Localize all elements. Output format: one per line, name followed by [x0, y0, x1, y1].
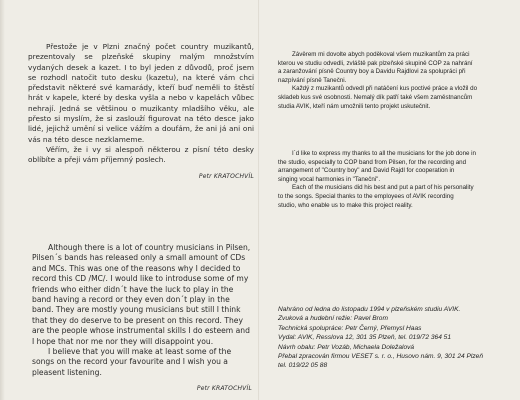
credit-line: tel. 019/22 05 88 — [278, 362, 328, 370]
czech-thanks-line: studia AVIK, kteří nám umožnili tento projekt uskutečnit. — [278, 102, 431, 110]
credit-line: Přebal zpracován firmou VESET s. r. o., Husovo nám. 9, 301 24 Plzeň — [278, 353, 483, 361]
czech-signature: Petr KRATOCHVÍL — [198, 172, 254, 180]
english-thanks-line: the studio, especially to COP band from Pilsen, for the recording and — [278, 158, 467, 166]
czech-paragraph: Přestože je v Plzni značný počet country muzikantů, prezentovaly se plzeňské skupiny malým množstvím vydaných desek a kazet. I to byl jeden z důvodů, proč jsem se rozhodl natočit tuto desku (kazetu), na které vám chci představit některé své kamarády, kteří buď neměli to štěstí hrát v kapele, které by deska vyšla a nebo v kapelách vůbec nehrají. Jedná se většinou o muzikanty mladšího věku, ale přesto si myslím, že si zaslouží figurovat na této desce jako lidé, jejichž umění si velice vážím a doufám, že ani já ani oni vás na této desce nezklameme. — [28, 42, 254, 144]
page-edge — [0, 0, 5, 400]
czech-thanks-line: Závěrem mi dovolte abych poděkoval všem muzikantům za práci — [292, 51, 470, 58]
production-credits — [278, 305, 520, 371]
czech-thanks-line: nazpívání písně Tanečni. — [278, 76, 347, 84]
czech-intro — [28, 42, 254, 182]
czech-thanks-line: skladeb kus své osobnosti. Nemalý dík patří také všem zaměstnancům — [278, 93, 473, 101]
czech-thanks-line: Každý z muzikantů odvedl při natáčení kus poctivé práce a vložil do — [292, 85, 478, 93]
english-thanks-line: I´d like to express my thanks to all the musicians for the job done in — [292, 150, 476, 157]
english-thanks-line: to the songs. Special thanks to the employees of AVIK recording — [278, 192, 454, 200]
english-paragraph: Although there is a lot of country musicians in Pilsen, Pilsen´s bands has released only a small amount of CDs and MCs. This was one of the reasons why I decided to record this CD /MC/. I would like to introduse some of my friends who either didn´t have the luck to play in the band having a record or they even don´t play in the band. They are mostly young musicians but still I think that they do deserve to be present on this record. They are the people whose instrumental skills I do esteem and I hope that nor me nor they will disappoint you. — [32, 243, 251, 346]
page-fold — [258, 0, 260, 400]
credit-line: Nahráno od ledna do listopadu 1994 v plzeňském studiu AVIK. — [278, 306, 461, 313]
english-thanks — [278, 150, 520, 210]
english-thanks-line: arrangement of "Country boy" and David Rajdl for cooperation in — [278, 167, 455, 175]
credit-line: Návrh obalu: Petr Vozáb, Michaela Doležalová — [278, 343, 415, 351]
czech-paragraph: Věřím, že i vy si alespoň některou z písní této desky oblíbíte a přeji vám příjemný poslech. — [28, 144, 254, 165]
english-thanks-line: studio, who enable us to make this project reality. — [278, 201, 413, 209]
credit-line: Technická spolupráce: Petr Černý, Přemysl Haas — [278, 324, 422, 332]
english-intro — [32, 243, 252, 395]
czech-thanks-line: kterou ve studiu odvedli, zvláště pak plzeňské skupině COP za nahrání — [278, 59, 473, 67]
english-thanks-line: Each of the musicians did his best and put a part of his personality — [292, 184, 474, 192]
czech-thanks — [278, 51, 520, 111]
english-signature: Petr KRATOCHVÍL — [196, 385, 252, 393]
credit-line: Vydal: AVIK, Resslova 12, 301 35 Plzeň, tel. 019/72 364 51 — [278, 334, 452, 342]
czech-thanks-line: a zaranžování písně Country boy a Davidu Rajdlovi za spolupráci při — [278, 68, 466, 76]
english-paragraph: I believe that you will make at least some of the songs on the record your favourite and I wish you a pleasent listening. — [32, 347, 232, 377]
credit-line: Zvuková a hudební režie: Pavel Brom — [278, 315, 388, 323]
english-thanks-line: singing vocal harmonies in "Tanečni". — [278, 175, 381, 183]
